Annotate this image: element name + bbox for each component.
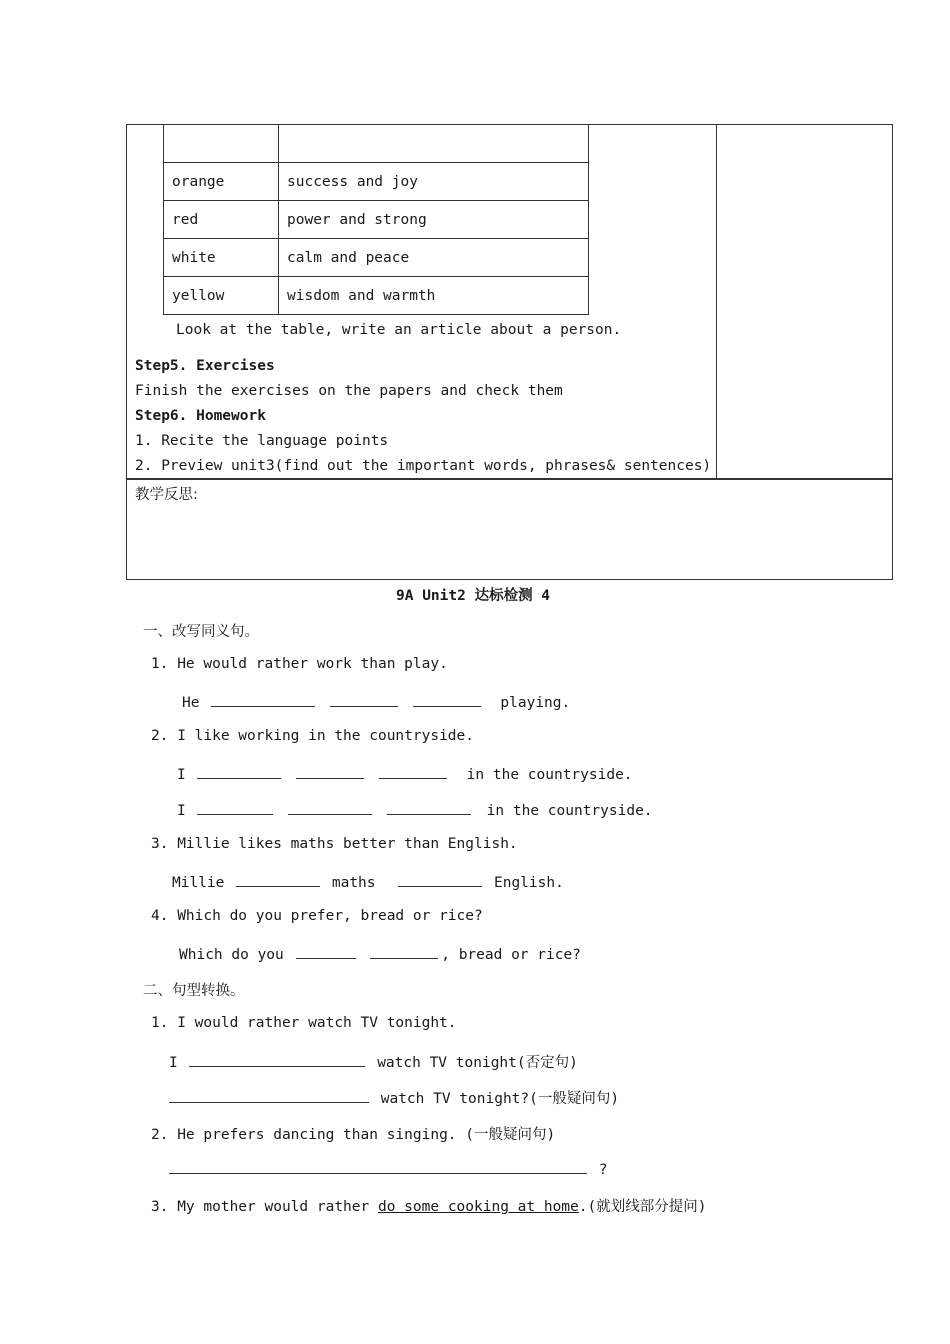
- answer-prefix: I: [177, 803, 186, 819]
- s1-answer-1: [182, 692, 570, 711]
- table-row: [164, 125, 589, 163]
- step5-title: Step5. Exercises: [135, 358, 275, 374]
- answer-suffix: , bread or rice?: [441, 947, 581, 963]
- table-cell-color: white: [164, 239, 279, 277]
- table-row: [164, 277, 589, 315]
- answer-suffix: in the countryside.: [486, 803, 653, 819]
- answer-middle: maths: [331, 875, 376, 891]
- reflection-box: [126, 478, 893, 580]
- test-title: 9A Unit2 达标检测 4: [396, 588, 551, 604]
- answer-blank[interactable]: [398, 872, 482, 887]
- answer-suffix: watch TV tonight(否定句): [377, 1055, 578, 1071]
- table-row: [164, 239, 589, 277]
- homework-item-1: 1. Recite the language points: [135, 433, 389, 449]
- answer-blank[interactable]: [236, 872, 320, 887]
- section1-title: 一、改写同义句。: [143, 624, 259, 640]
- question-instruction: .(就划线部分提问): [578, 1199, 707, 1215]
- answer-blank[interactable]: [379, 764, 447, 779]
- s1-answer-2a: [177, 764, 633, 783]
- answer-suffix: watch TV tonight?(一般疑问句): [380, 1091, 620, 1107]
- table-instruction: Look at the table, write an article about a person.: [176, 322, 622, 338]
- answer-blank[interactable]: [197, 764, 281, 779]
- answer-prefix: I: [169, 1055, 178, 1071]
- answer-prefix: I: [177, 767, 186, 783]
- answer-blank[interactable]: [330, 692, 398, 707]
- s2-question-2: 2. He prefers dancing than singing. (一般疑问句): [151, 1127, 556, 1143]
- answer-suffix: playing.: [500, 695, 571, 711]
- s1-question-4: 4. Which do you prefer, bread or rice?: [151, 908, 483, 924]
- answer-blank[interactable]: [288, 800, 372, 815]
- step6-title: Step6. Homework: [135, 408, 266, 424]
- answer-prefix: Which do you: [179, 947, 284, 963]
- color-meaning-table: [163, 124, 589, 315]
- answer-suffix: in the countryside.: [466, 767, 633, 783]
- section2-title: 二、句型转换。: [143, 983, 245, 999]
- table-cell-meaning: [279, 125, 589, 163]
- table-cell-color: red: [164, 201, 279, 239]
- s2-question-3: [151, 1195, 706, 1216]
- s2-answer-1b: [169, 1087, 619, 1108]
- answer-prefix: He: [182, 695, 200, 711]
- s1-answer-4: [179, 944, 581, 963]
- s2-answer-1a: [169, 1051, 578, 1072]
- answer-prefix: Millie: [172, 875, 225, 891]
- answer-blank[interactable]: [169, 1088, 369, 1103]
- table-cell-meaning: calm and peace: [279, 239, 589, 277]
- answer-blank[interactable]: [189, 1052, 365, 1067]
- answer-blank[interactable]: [197, 800, 273, 815]
- underlined-phrase: do some cooking at home: [377, 1199, 579, 1215]
- table-cell-meaning: success and joy: [279, 163, 589, 201]
- answer-blank[interactable]: [296, 944, 356, 959]
- question-text: 3. My mother would rather: [151, 1199, 378, 1215]
- s1-question-3: 3. Millie likes maths better than English.: [151, 836, 518, 852]
- answer-suffix: ?: [598, 1162, 608, 1178]
- table-cell-meaning: power and strong: [279, 201, 589, 239]
- s1-answer-2b: [177, 800, 653, 819]
- s2-question-1: 1. I would rather watch TV tonight.: [151, 1015, 457, 1031]
- answer-blank[interactable]: [169, 1159, 587, 1174]
- table-row: [164, 163, 589, 201]
- s1-question-2: 2. I like working in the countryside.: [151, 728, 475, 744]
- answer-blank[interactable]: [211, 692, 315, 707]
- table-cell-meaning: wisdom and warmth: [279, 277, 589, 315]
- homework-item-2: 2. Preview unit3(find out the important words, phrases& sentences): [135, 458, 712, 474]
- s1-question-1: 1. He would rather work than play.: [151, 656, 448, 672]
- table-cell-color: [164, 125, 279, 163]
- s2-answer-2: [169, 1159, 607, 1178]
- table-row: [164, 201, 589, 239]
- step5-text: Finish the exercises on the papers and check them: [135, 383, 563, 399]
- answer-suffix: English.: [493, 875, 564, 891]
- answer-blank[interactable]: [370, 944, 438, 959]
- table-cell-color: orange: [164, 163, 279, 201]
- answer-blank[interactable]: [387, 800, 471, 815]
- lesson-frame-divider: [716, 124, 717, 478]
- reflection-label: 教学反思:: [135, 487, 198, 503]
- answer-blank[interactable]: [413, 692, 481, 707]
- table-cell-color: yellow: [164, 277, 279, 315]
- answer-blank[interactable]: [296, 764, 364, 779]
- s1-answer-3: [172, 872, 564, 891]
